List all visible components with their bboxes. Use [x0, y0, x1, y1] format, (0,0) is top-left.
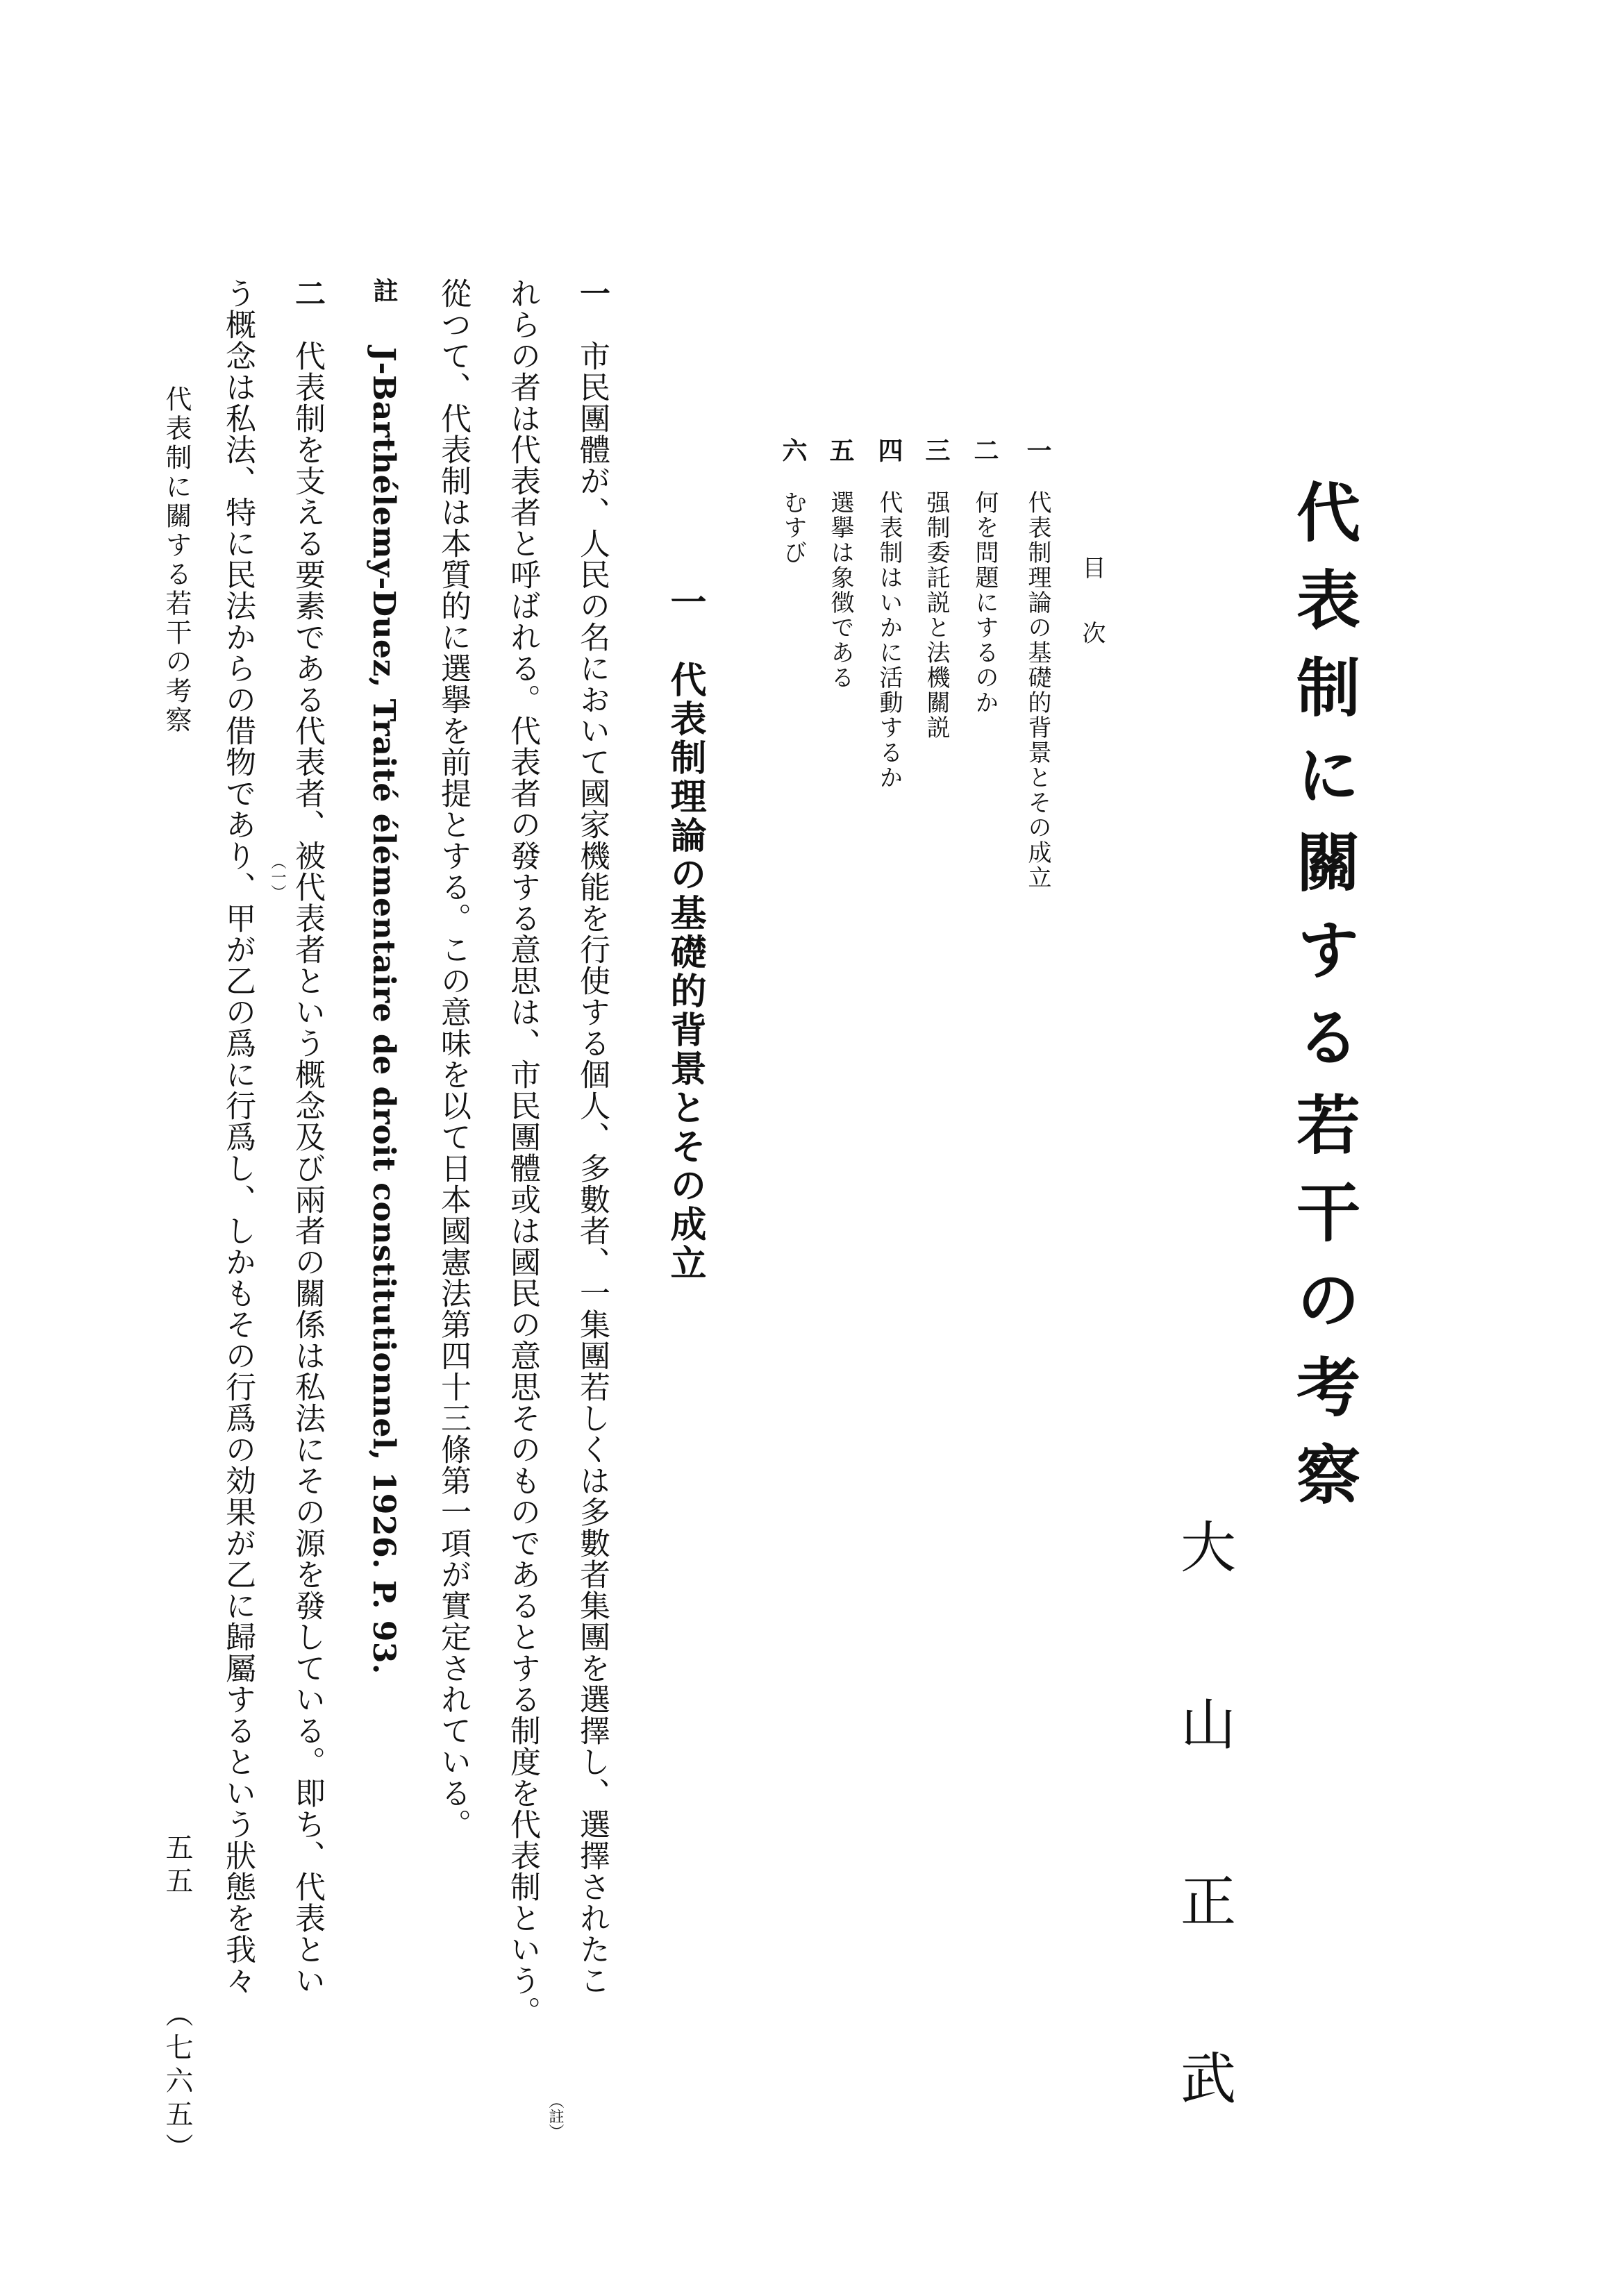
toc-item [921, 437, 951, 740]
paragraph-number: 一 [574, 278, 610, 309]
toc-item-label: 代表制はいかに活動するか [875, 490, 903, 790]
body-line [435, 278, 471, 1840]
body-line-text: 市民團體が、人民の名において國家機能を行使する個人、多數者、一集團若しくは多數者集團を選擇し、選擇されたこ [574, 309, 610, 1996]
body-line-text: 代表制を支える要素である代表者、被代表者という概念及び兩者の關係は私法にその源を發している。即ち、代表とい [290, 309, 325, 1996]
author-char: 大 [1181, 1516, 1236, 1580]
body-line [505, 278, 540, 2027]
toc-item-label: 選擧は象徴である [826, 490, 854, 690]
toc-item-number: 二 [970, 437, 999, 462]
footnote-text: J-Barthélemy-Duez, Traité élémentaire de droit constitutionnel, 1926. P. 93. [366, 347, 401, 1675]
toc-item-label: 何を問題にするのか [971, 490, 999, 715]
running-title: 代表制に關する若干の考察 [161, 385, 192, 735]
footnote-marker: （一） [269, 854, 286, 900]
toc-item-number: 三 [921, 437, 951, 462]
author-name [1181, 1503, 1250, 2111]
author-char: 山 [1181, 1693, 1236, 1757]
body-line [220, 278, 256, 1996]
body-line-text: れらの者は代表者と呼ばれる。代表者の發する意思は、市民團體或は國民の意思そのものであるとする制度を代表制という。 [505, 278, 540, 2027]
toc-item-label: 强制委託説と法機關説 [922, 490, 950, 740]
body-line [290, 278, 325, 1996]
toc-item-number: 五 [826, 437, 855, 462]
toc-heading: 目次 [1078, 555, 1106, 686]
toc-item [828, 437, 853, 690]
toc-item [876, 437, 901, 790]
body-line [574, 278, 610, 1996]
toc-item-label: 代表制理論の基礎的背景とその成立 [1024, 490, 1051, 890]
author-char: 正 [1181, 1870, 1236, 1934]
toc-item [1025, 437, 1050, 890]
section-heading: 一 代表制理論の基礎的背景とその成立 [664, 583, 706, 1283]
toc-item-number: 一 [1023, 437, 1052, 462]
page-number: 五五 [161, 1833, 193, 1900]
body-line-text: う概念は私法、特に民法からの借物であり、甲が乙の爲に行爲し、しかもその行爲の効果が乙に歸屬するという狀態を我々 [220, 278, 256, 1996]
article-title: 代表制に關する若干の考察 [1286, 479, 1361, 1529]
toc-item-number: 四 [874, 437, 903, 462]
footnote-label: 註 [369, 278, 399, 303]
body-line-text: 從つて、代表制は本質的に選擧を前提とする。この意味を以て日本國憲法第四十三條第一項が實定されている。 [435, 278, 471, 1840]
author-char: 武 [1181, 2047, 1236, 2111]
toc-item-label: むすび [779, 490, 807, 565]
footnote-marker: （註） [547, 2093, 564, 2139]
toc-item-number: 六 [778, 437, 808, 462]
total-page-number: （七六五） [161, 2000, 193, 2166]
toc-item [972, 437, 997, 715]
toc-item [778, 437, 808, 565]
paragraph-number: 二 [290, 278, 325, 309]
